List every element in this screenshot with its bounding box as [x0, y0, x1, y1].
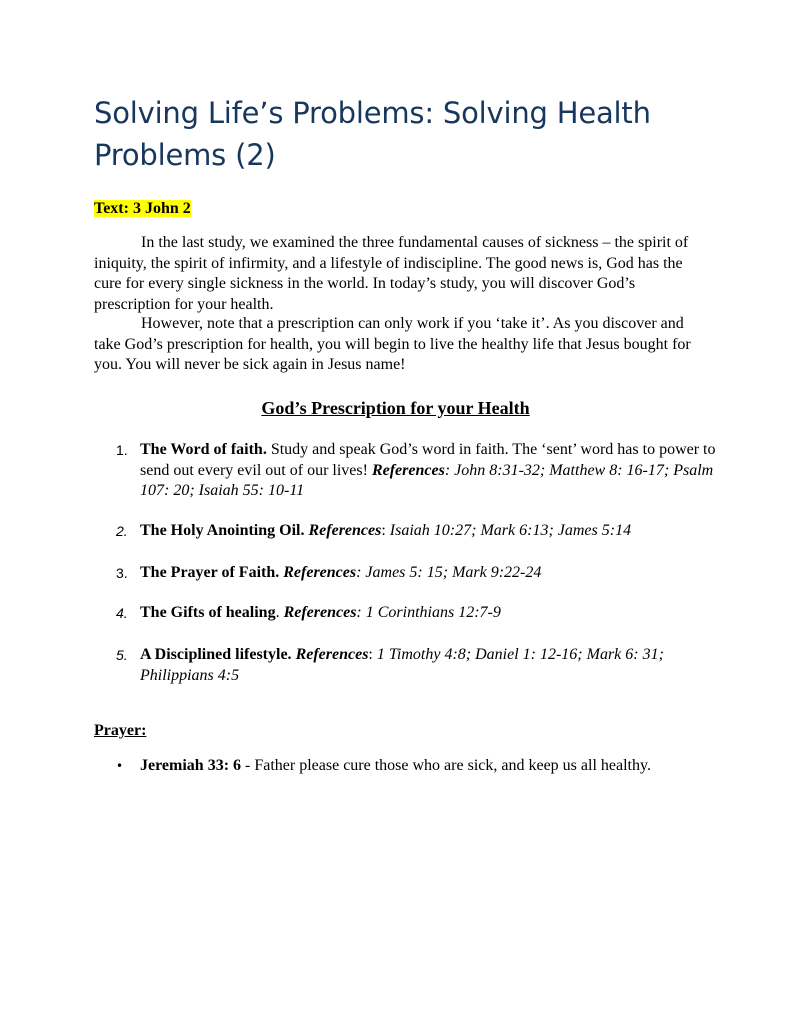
references-label: References — [283, 604, 357, 621]
section-heading: God’s Prescription for your Health — [261, 398, 530, 418]
list-item-text: . — [275, 604, 284, 621]
list-item-heading: The Prayer of Faith. — [140, 564, 280, 581]
prayer-item — [116, 756, 716, 776]
references-label: References — [308, 522, 382, 539]
list-item — [116, 645, 716, 686]
list-item — [116, 603, 716, 624]
prayer-reference: Jeremiah 33: 6 — [140, 757, 242, 774]
list-item-body — [140, 440, 716, 502]
scripture-text-reference: Text: 3 John 2 — [94, 200, 191, 217]
list-item-heading: The Word of faith. — [140, 441, 267, 458]
list-item-heading: The Holy Anointing Oil. — [140, 522, 305, 539]
references-text: 1 Timothy 4:8; Daniel 1: 12-16; Mark 6: 31; Philippians 4:5 — [140, 646, 664, 684]
list-number: 2. — [116, 523, 128, 539]
list-item-body — [140, 563, 716, 584]
references-colon: : — [381, 522, 386, 539]
list-item — [116, 563, 716, 584]
list-item-body — [140, 521, 716, 542]
list-item — [116, 440, 716, 502]
list-number: 1. — [116, 442, 128, 458]
list-item-body — [140, 645, 716, 686]
list-number: 5. — [116, 647, 128, 663]
page-title: Solving Life’s Problems: Solving Health Problems (2) — [94, 96, 651, 172]
list-item-heading: A Disciplined lifestyle. — [140, 646, 292, 663]
references-label: References — [283, 564, 357, 581]
references-text: Isaiah 10:27; Mark 6:13; James 5:14 — [385, 522, 632, 539]
references-text: : John 8:31-32; Matthew 8: 16-17; Psalm 107: 20; Isaiah 55: 10-11 — [140, 461, 714, 499]
references-colon: : — [368, 646, 373, 663]
prayer-body — [140, 756, 716, 776]
intro-paragraph: In the last study, we examined the three fundamental causes of sickness – the spirit of iniquity, the spirit of infirmity, and a lifestyle of indiscipline. The good news is, God has the cure for every single sickness in the world. In today’s study, you will discover God’s prescription for your health. — [94, 234, 689, 313]
list-item — [116, 521, 716, 542]
references-text: : James 5: 15; Mark 9:22-24 — [356, 564, 542, 581]
list-number: 3. — [116, 565, 128, 581]
list-item-body — [140, 603, 716, 624]
list-item-text: Study and speak God’s word in faith. The ‘sent’ word has to power to send out every evil out of our lives! — [140, 441, 716, 479]
prayer-label: Prayer: — [94, 722, 147, 739]
references-label: References — [371, 461, 445, 479]
references-text: : 1 Corinthians 12:7-9 — [356, 604, 501, 621]
references-label: References — [295, 646, 369, 663]
list-item-heading: The Gifts of healing — [140, 604, 276, 621]
list-number: 4. — [116, 605, 128, 621]
prescription-paragraph: However, note that a prescription can only work if you ‘take it’. As you discover and take God’s prescription for health, you will begin to live the healthy life that Jesus bought for you. You will never be sick again in Jesus name! — [94, 315, 691, 373]
bullet-icon: • — [116, 759, 124, 773]
prayer-text: - Father please cure those who are sick, and keep us all healthy. — [241, 757, 651, 774]
